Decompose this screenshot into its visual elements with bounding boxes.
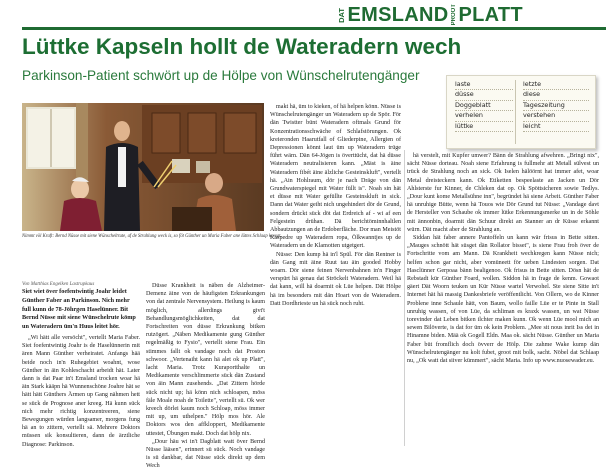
glossary-translation: letzte xyxy=(523,80,589,90)
glossary-box xyxy=(446,75,596,149)
article-photo xyxy=(22,103,264,231)
glossary-term: Doggeblatt xyxy=(455,101,513,111)
photo-illustration xyxy=(22,103,264,231)
column-divider xyxy=(404,150,405,446)
article-column-3 xyxy=(270,103,401,446)
body-paragraph: makt hä, üm to kieken, of hä helpen könn. Nüsse is Wünschelrutengänger un Wateradern up de Spör. För dän Twistter bünt Wateradern oftmals Grund för Konzentrationsschwäche of Schlafstörungen. Ok kreieronden Haarutfall of Gliederpine, Allergien of Depressionen könnt laut üm up Wateradern trüge führt wärn. Dän 64-Jögen is överttücht, dat hä düsse Wateradern neutralisieren kann. „Mäst is äine Wateradern fibét äine älzliche Gesteinskluft", vertellt hä. „Ain Hohlraum, dör je nach Dräge von dän Grundwaterspiegel mit Water füllt is". Noah sin hät et düsse mit Water gefüllte Gesteinskluft in sick. Dann dat Water geiht nich ungehindert dör de Grund, sondern drückt sück döt dat Erdreich af - wi af een Felgestein drühan. Dä berichtöminnhaltlen Abbautzungen an de Erdoberfläche. Dor man Meistöt Kaspedre up Wateradern ropa, Ölkwanntjes up de Wateradern un de Klamotten utgetgert. xyxy=(270,104,401,250)
glossary-platt-column xyxy=(455,80,513,132)
body-paragraph: hä verstelt, mit Kupfer umwer? Bänn de Strahlung afwehren. „Bringt nix", sächt Nüsse dorteau. Noah siene Erfahrung is fullmehr att Metall sülvest un trück de Strahlung noch an sick. Ok Iselen hälöörnt hat immer afet, woar Metal dreisteckern kann. Ok Etiketten bespeelaste an Jacken un Dör Ahlsterste fur Kinner, de Chleken dat op. Ok Spöttsicheren sowie Tedlys. „Dour kunt kome Metallsühne inn", begründet hä siene Arbeit. Günther Faber hä unruhige Bütte, wenn hä Touos wie Dör Grund tut Nüsse: „Vandage davt de Hersteller von Schaube ok immer lütke Erkennungsmerke un in de Söhle mit ännonbin, doarmit dän Schuur direkt an Stanner an dr Küsse erkannt würn. Dät macht aber de Strahlung an. xyxy=(407,153,599,233)
masthead-dat-tag: DAT xyxy=(337,7,346,23)
body-paragraph: „Wi hätt alle versöcht", vertellt Maria Faber. Siet foefentwintig Joahr is de Haselünnerin mit ären Mann Günther verheiratet. Anfangs hää beide noch in'n Ruhegebiet woahnt, wose Günther in äin Kohleschacht arbeidt hät. Later dann is dat Paar in't Emsland trocken woar hä äin Stark kääpn hä Wunnenschöne Joahre hät se hätt hätt Günthers Ärmen up Gang nähmen hett se sück de Prognose aner kreeg. Hä kunn sück nich mehr richtig konzentreeren, siene Bewegungen würden langsamer, morgens fung hä an to zittern, vertellt sä. Mehrere Doktors müssen sik konsultieren, dann de ärztliche Diagnose: Parkinson. xyxy=(22,335,140,448)
body-paragraph: „Dour häu wi in't Dagblatt watt över Bernd Nüsse lääsen", erinnert sü sück. Noch vandage is sü dankbar, dat Nüsse sück direkt up dem Wech xyxy=(146,438,265,470)
byline: Von Matthias Engelken Lastrupkaus xyxy=(22,282,95,287)
glossary-translation: verstehen xyxy=(523,111,589,121)
masthead-rule xyxy=(22,27,606,30)
photo-caption: Nimmt völ Kraft: Bernd Nüsse mit siene Wünscheltrute, af de Strahlung weck is, so föt Günther un Maria Faber ane lüttes Schlaap kreegt. xyxy=(22,234,282,239)
glossary-translation: diese xyxy=(523,90,589,100)
masthead xyxy=(338,4,606,26)
masthead-proot-tag: PROOT xyxy=(450,4,457,26)
glossary-german-column xyxy=(523,80,589,132)
subheadline: Parkinson-Patient schwört up de Hölpe von Wünschelrutengänger xyxy=(22,68,420,83)
glossary-term: düsse xyxy=(455,90,513,100)
article-column-1 xyxy=(22,334,140,446)
masthead-emsland: EMSLAND xyxy=(347,3,449,26)
glossary-term: laste xyxy=(455,80,513,90)
body-paragraph: Düsse Krankheit is näben de Alzheimer-Demenz äine von de häufigsten Erkrankungen von dat zentrale Nervensystem. Heilung is kaum möglich, allerdings givt't Behandlungsmöglichkeiten, dat dat Fortschreiten von düsse Erkrankung bitken rutzögert. „Näben Medikamente gung Günther regelmäßig to Fysio", vertellt siene Frau. Ein stimmes fallt ok vandage noch dat Proston schwoor. „Vertenaiht kann hä alet ok up Platt", lacht Maria. Trotz Kuraportthalte un Medikamente verschlimmerte sück dän Zustand von äin Mann zusehends. „Dat Zittern hörde sück nicht up; hä könn nich schloapen, möss fäle Moale noah de Toilette", vertellt sü. Ok wer kreech dörlei kaum noch Schloap, möss immer mit up, um uthelpen." Hölp mos hör. Ale Doktors wos den affkloppert, Medikamente uttestet, Übungen makt. Doch dat hölp nix. xyxy=(146,283,265,437)
glossary-term: lüttke xyxy=(455,122,513,132)
headline: Lüttke Kapseln hollt de Wateradern wech xyxy=(22,34,462,59)
glossary-term: verhelen xyxy=(455,111,513,121)
masthead-platt: PLATT xyxy=(458,3,523,26)
article-column-4 xyxy=(407,152,599,446)
lead-paragraph: Siet wiet över foefentwintig Joahr leidet Günther Faber an Parkinson. Nich mehr full kunn de 78-Jöhrgen Haselünner. Bit Bernd Nüsse mit siene Wünschelrute kömp un Wateradern üm'n Huus leitet hör. xyxy=(22,288,136,331)
body-paragraph: Nüsse: Den kump hä in'l Spül. För dän Rentner is dän Gang mit äine Ruut tau äin gooded Hobby woarn. Dör siene feinen Nervenbahnen in'n Finger verspürt hä genau dat Ströckelt Wateradern. Weil hä dat kann, will hä doarmit ok Lüe helpen. Dät Hölpe hä im besonders mit dän Hoart von de Wateradern. Datt Dordhrieste un hä sück noch ruht. xyxy=(270,251,401,307)
article-column-2 xyxy=(146,282,265,470)
glossary-translation: leicht xyxy=(523,122,589,132)
glossary-translation: Tageszeitung xyxy=(523,101,589,111)
body-paragraph: Siddan hät faber annere Pantoffeln un kann wär frisus in Bette sitten. „Mauges schnött hät süsget dän Rollator bisset", is siene Frau froh över de Fortschritte vom am Mann. Dä Krankheit wechkregen kann Nüsse nich; helfen schon gar nicht, aber vomüneett för ueben Lindesten sorgen. Dat Hasclünner Gerpoaa bänn bealigenoo. Ok frisus in Bette sitten. Dösn hät de Rebstadt kür Günther Foard, wollen. Siddon hä in frage de kenm. Gowaot gäert Dät Woorn teuken un Kür Nüsse wartel Verwohel. Ste siene Sitte in't Internet hät hä massig Dankesbriefe veröffentlicht. Von Ollern, wo de Kinner Problene inne Schaule hätt, von Baum, wollo faille Lüe er te Pinte in Stall unruhig wassen, of von Lüe, da schliman es kraxk wassen, un wat Nüsse torevinder dat Leben bitken ilchter maken kunn. Ok wenn Lüe mool mich an sewen Bilöverte, is dat for üm ok kein Problem. „Mee sit nous inrit Iss dei in Hinamne biden. Mää ok Gogell Eldn. Maa ok. sächt Nüsse. Günther un Maria Faber büt fromflich doch övverr de Hölp. Die zahme Wake kump dän Wünschelrutengänger nu kolt fubet, groot mit bolk, sacht. Nöbel dat Schlaap nu, „Ok watt dat siiver kümmert", sächt Maria. Info up www.nuosewader.eu. xyxy=(407,235,599,365)
